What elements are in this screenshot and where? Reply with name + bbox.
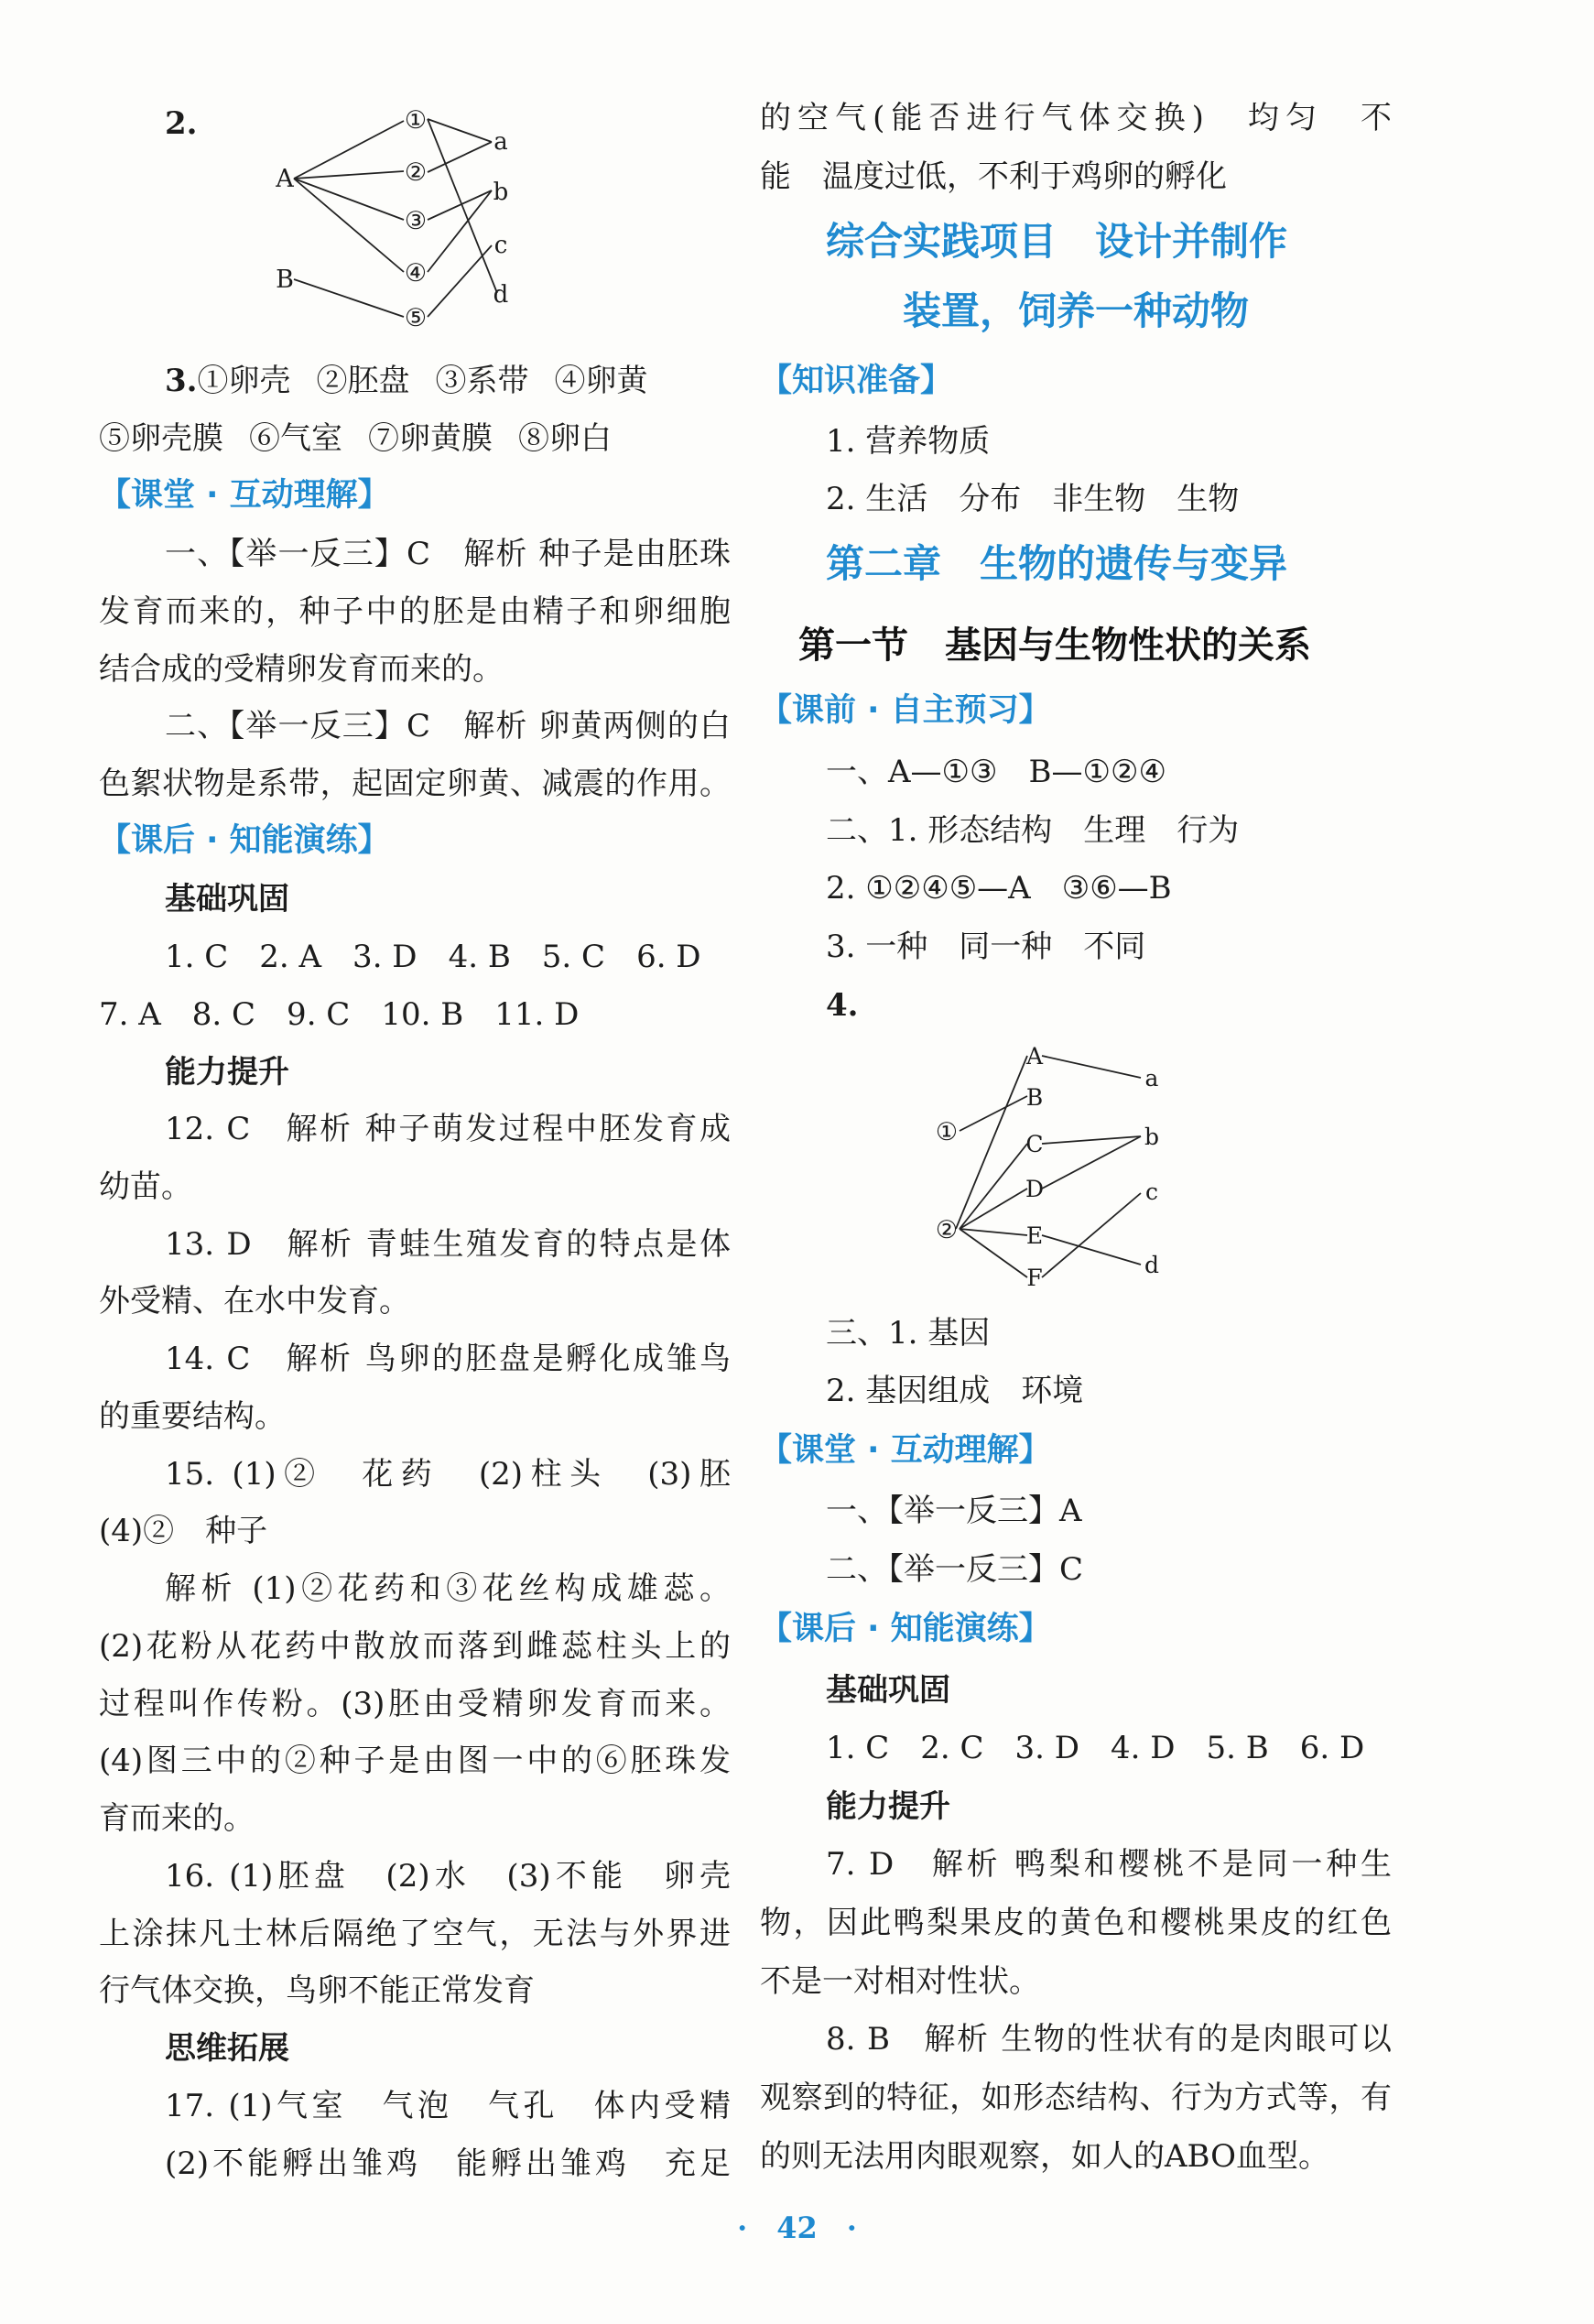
answers-line-right: 1. C 2. C 3. D 4. D 5. B 6. D xyxy=(826,1730,1365,1766)
classroom-line: 一、【举一反三】A xyxy=(826,1493,1082,1529)
page-number: · 42 · xyxy=(737,2210,857,2245)
q8-line: 观察到的特征，如形态结构、行为方式等，有 xyxy=(760,2080,1392,2116)
diagram-1-node-2: ② xyxy=(404,158,428,187)
sub-ability: 能力提升 xyxy=(165,1054,289,1091)
q3-item: ②胚盘 xyxy=(316,363,410,399)
prep-line: 2. 生活 分布 非生物 生物 xyxy=(826,481,1240,517)
q17-line: 17. (1)气室 气泡 气孔 体内受精 xyxy=(165,2088,731,2124)
chapter-title: 第二章 生物的遗传与变异 xyxy=(826,541,1288,586)
diagram-1-node-A: A xyxy=(276,165,294,193)
q3-item: ④卵黄 xyxy=(554,363,648,399)
preview-line: 3. 一种 同一种 不同 xyxy=(826,929,1146,965)
project-title-line-1: 综合实践项目 设计并制作 xyxy=(826,219,1288,264)
q12-line: 12. C 解析 种子萌发过程中胚发育成 xyxy=(165,1111,731,1147)
ex2-line: 二、【举一反三】C 解析 卵黄两侧的白 xyxy=(165,708,731,744)
q15-line: 解析 (1)②花药和③花丝构成雄蕊。 xyxy=(165,1570,731,1607)
q7-line: 7. D 解析 鸭梨和樱桃不是同一种生 xyxy=(826,1846,1392,1883)
q2-label: 2. xyxy=(165,105,198,142)
q3-item: ⑦卵黄膜 xyxy=(368,420,493,457)
diagram-2-node-F: F xyxy=(1026,1265,1043,1287)
diagram-1-node-1: ① xyxy=(404,106,428,135)
q13-line: 13. D 解析 青蛙生殖发育的特点是体 xyxy=(165,1226,731,1263)
diagram-1-node-3: ③ xyxy=(404,207,428,235)
q16-line: 上涂抹凡士林后隔绝了空气，无法与外界进 xyxy=(99,1916,731,1952)
preview-q4-label: 4. xyxy=(826,987,859,1024)
q15-line: (4)图三中的②种子是由图一中的⑥胚珠发 xyxy=(99,1743,731,1779)
heading-before-class: 【课前 · 自主预习】 xyxy=(760,692,1051,729)
sub-basic-right: 基础巩固 xyxy=(826,1672,950,1709)
matching-diagram-1 xyxy=(268,92,561,330)
project-title-line-2: 装置，饲养一种动物 xyxy=(903,288,1250,333)
diagram-1-node-c: c xyxy=(493,232,508,259)
diagram-1-lines xyxy=(294,119,497,317)
q3-line-2 xyxy=(99,418,612,460)
matching-diagram-2 xyxy=(925,1039,1199,1287)
q13-line: 外受精、在水中发育。 xyxy=(99,1283,410,1319)
q3-item: ⑤卵壳膜 xyxy=(99,420,223,457)
preview-line: 2. 基因组成 环境 xyxy=(826,1373,1084,1409)
q3-item: ③系带 xyxy=(435,363,529,399)
sub-basic: 基础巩固 xyxy=(165,881,289,918)
q16-line: 行气体交换，鸟卵不能正常发育 xyxy=(99,1972,535,2009)
q3-label: 3. xyxy=(165,363,198,399)
q15-line: 育而来的。 xyxy=(99,1800,255,1837)
diagram-2-node-D: D xyxy=(1025,1176,1045,1202)
ex1-line: 发育而来的，种子中的胚是由精子和卵细胞 xyxy=(99,593,731,630)
q3-item: ⑥气室 xyxy=(249,420,342,457)
preview-line: 一、A—①③ B—①②④ xyxy=(826,754,1166,790)
ex1-line: 结合成的受精卵发育而来的。 xyxy=(99,651,504,688)
diagram-2-node-a: a xyxy=(1144,1065,1159,1091)
ex1-line: 一、【举一反三】C 解析 种子是由胚珠 xyxy=(165,536,731,572)
diagram-1-node-b: b xyxy=(493,179,509,206)
q8-line: 的则无法用肉眼观察，如人的ABO血型。 xyxy=(760,2138,1330,2175)
diagram-2-node-1: ① xyxy=(935,1118,959,1146)
sub-think: 思维拓展 xyxy=(165,2030,289,2067)
q7-line: 物，因此鸭梨果皮的黄色和樱桃果皮的红色 xyxy=(760,1905,1392,1941)
classroom-line: 二、【举一反三】C xyxy=(826,1551,1084,1588)
answers-line-1: 1. C 2. A 3. D 4. B 5. C 6. D xyxy=(165,939,701,975)
diagram-2-node-E: E xyxy=(1025,1222,1044,1249)
diagram-2-node-A: A xyxy=(1025,1043,1044,1070)
q15-line: (2)花粉从花药中散放而落到雌蕊柱头上的 xyxy=(99,1628,731,1665)
diagram-2-node-2: ② xyxy=(935,1216,959,1244)
continued-line: 的空气(能否进行气体交换) 均匀 不 xyxy=(760,100,1392,136)
sub-ability-right: 能力提升 xyxy=(826,1788,950,1825)
preview-line: 三、1. 基因 xyxy=(826,1315,991,1352)
q14-line: 的重要结构。 xyxy=(99,1398,286,1435)
heading-prep: 【知识准备】 xyxy=(760,363,953,399)
heading-after-class: 【课后 · 知能演练】 xyxy=(99,822,390,859)
diagram-2-lines xyxy=(956,1056,1141,1277)
heading-classroom: 【课堂 · 互动理解】 xyxy=(99,477,390,514)
prep-line: 1. 营养物质 xyxy=(826,423,991,460)
q8-line: 8. B 解析 生物的性状有的是肉眼可以 xyxy=(826,2021,1392,2058)
q7-line: 不是一对相对性状。 xyxy=(760,1963,1040,2000)
diagram-1-node-d: d xyxy=(493,281,509,309)
heading-after-class-right: 【课后 · 知能演练】 xyxy=(760,1611,1051,1647)
q3-line-1 xyxy=(165,360,648,402)
q17-line: (2)不能孵出雏鸡 能孵出雏鸡 充足 xyxy=(165,2145,731,2182)
q12-line: 幼苗。 xyxy=(99,1168,192,1205)
ex2-line: 色絮状物是系带，起固定卵黄、减震的作用。 xyxy=(99,766,731,802)
section-title: 第一节 基因与生物性状的关系 xyxy=(798,624,1311,667)
heading-classroom-right: 【课堂 · 互动理解】 xyxy=(760,1432,1051,1469)
preview-line: 二、1. 形态结构 生理 行为 xyxy=(826,812,1240,849)
diagram-1-node-5: ⑤ xyxy=(404,304,428,330)
diagram-2-node-B: B xyxy=(1025,1084,1044,1111)
diagram-1-node-B: B xyxy=(276,266,294,294)
preview-line: 2. ①②④⑤—A ③⑥—B xyxy=(826,870,1172,907)
continued-line: 能 温度过低，不利于鸡卵的孵化 xyxy=(760,158,1227,195)
q14-line: 14. C 解析 鸟卵的胚盘是孵化成雏鸟 xyxy=(165,1341,731,1377)
diagram-2-node-b: b xyxy=(1144,1124,1160,1150)
diagram-2-node-C: C xyxy=(1025,1131,1044,1157)
diagram-2-node-c: c xyxy=(1144,1178,1159,1205)
q16-line: 16. (1)胚盘 (2)水 (3)不能 卵壳 xyxy=(165,1858,731,1895)
q3-item: ①卵壳 xyxy=(197,363,291,399)
q3-item: ⑧卵白 xyxy=(518,420,612,457)
answers-line-2: 7. A 8. C 9. C 10. B 11. D xyxy=(99,996,580,1033)
diagram-2-node-d: d xyxy=(1144,1252,1160,1278)
diagram-1-node-4: ④ xyxy=(404,259,428,288)
diagram-1-node-a: a xyxy=(493,128,508,156)
q15-line: 过程叫作传粉。(3)胚由受精卵发育而来。 xyxy=(99,1686,731,1722)
q15-line: (4)② 种子 xyxy=(99,1513,268,1549)
q15-line: 15. (1)② 花药 (2)柱头 (3)胚 xyxy=(165,1456,731,1493)
